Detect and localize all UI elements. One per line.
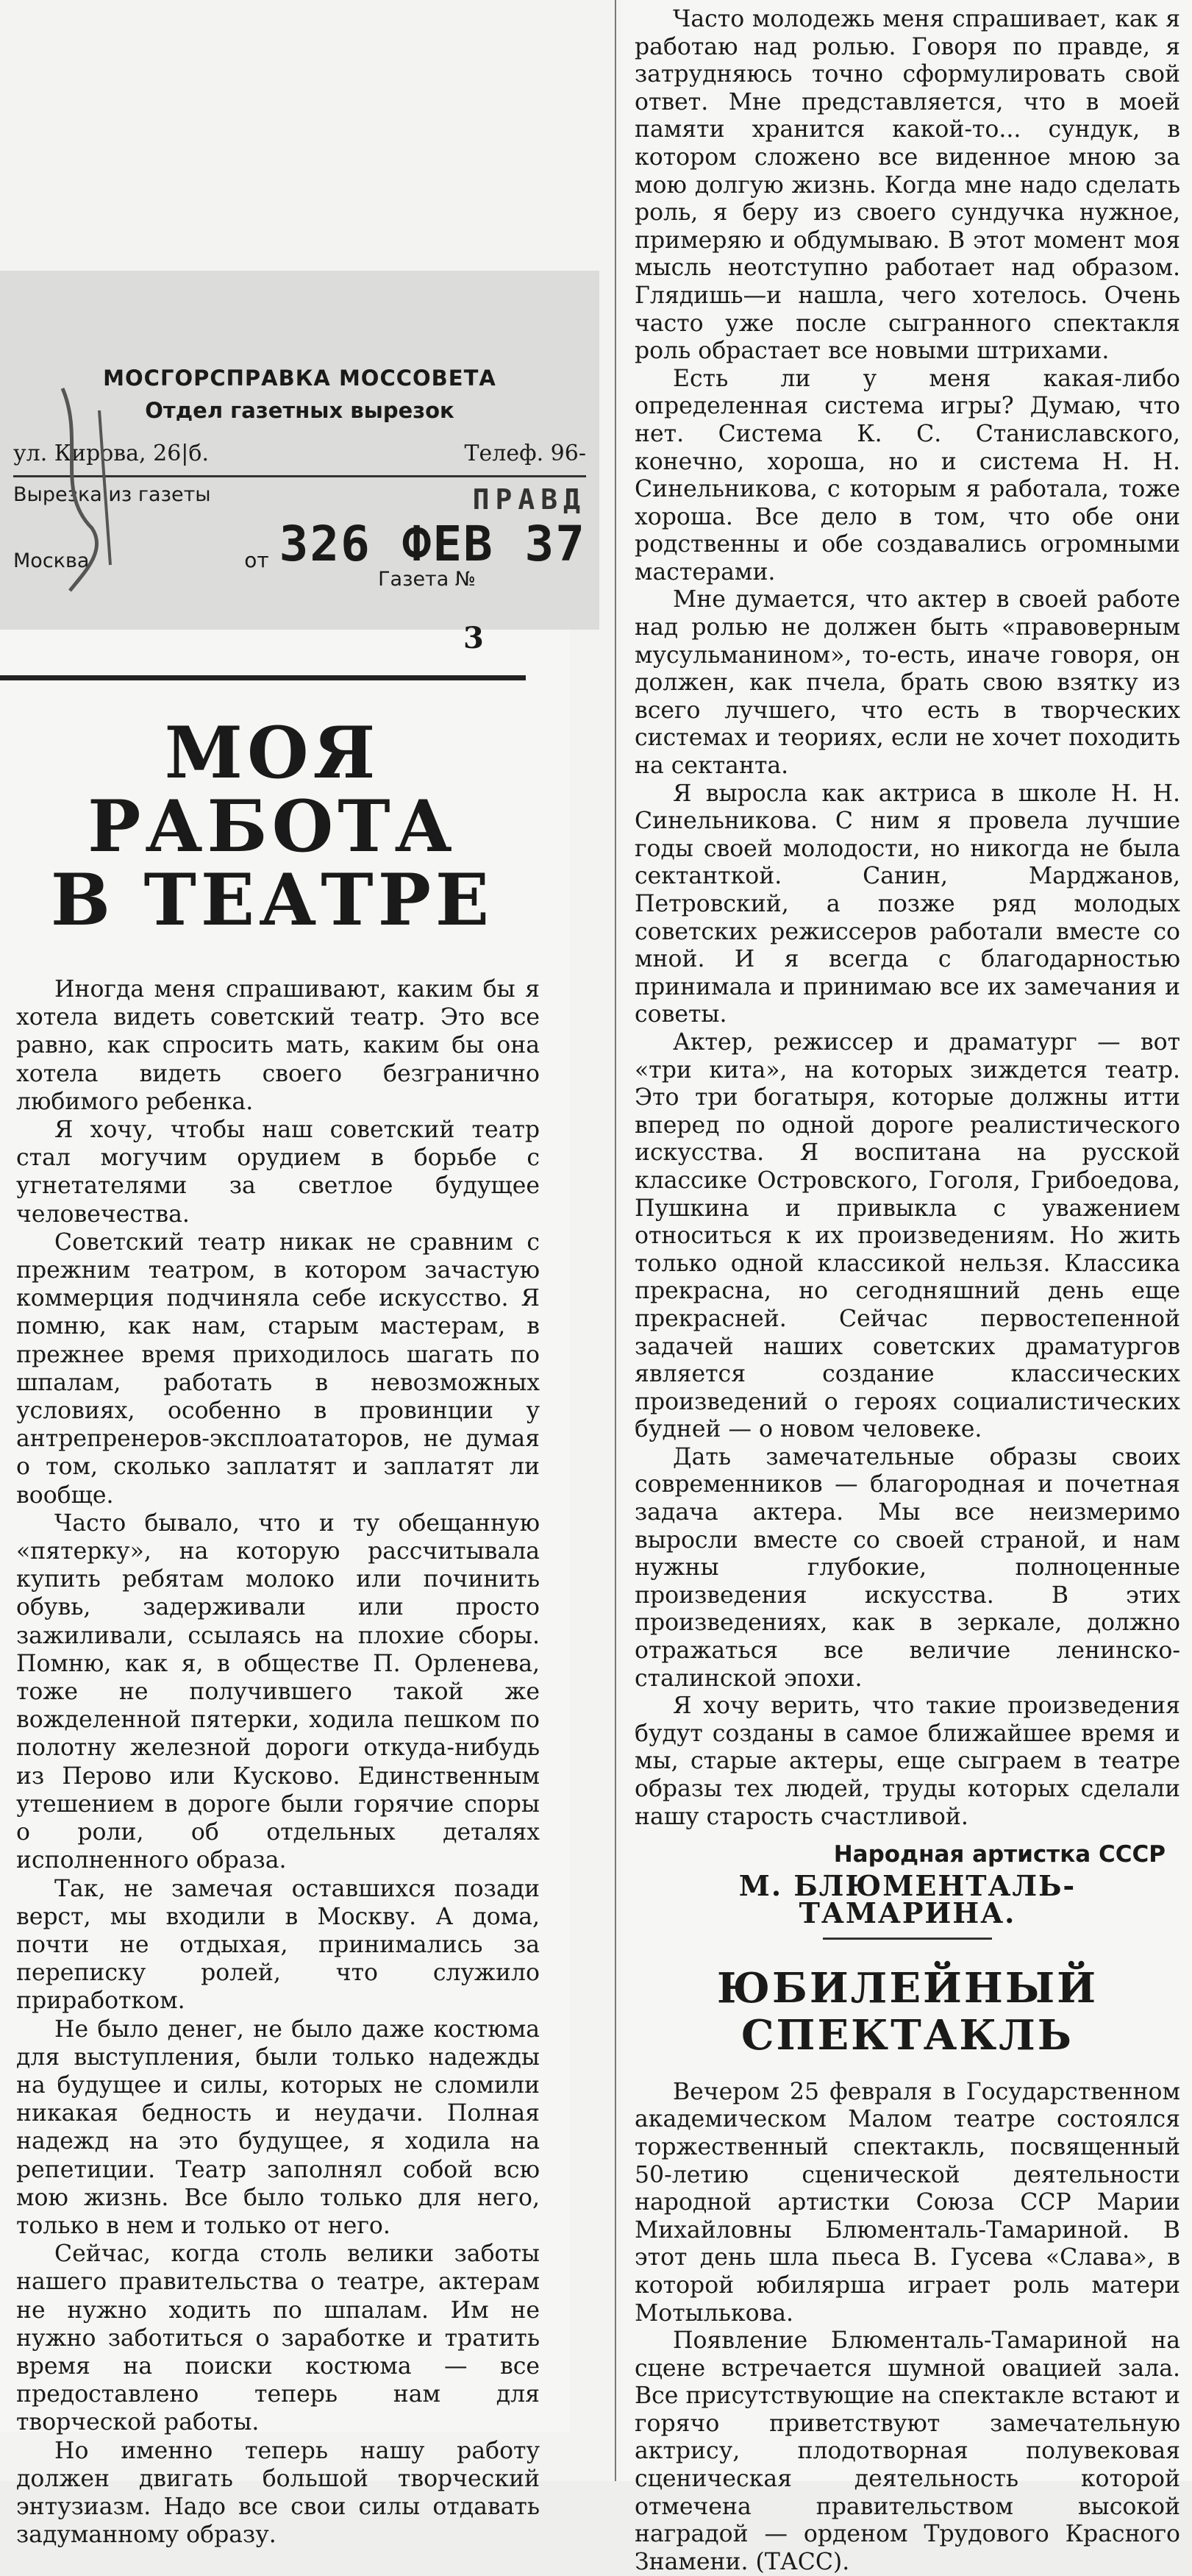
headline-line: В ТЕАТРЕ [50,858,494,942]
stamp-dept: Отдел газетных вырезок [145,398,454,423]
headline-line: РАБОТА [88,784,457,868]
paragraph: Вечером 25 февраля в Государственном академическом Малом театре состоялся торжественный спектакль, посвященный 50-летию сценической деятельности народной артистки Союза ССР Марии Михайловны Блюменталь-Тамариной. В этот день шла пьеса В. Гусева «Слава», в которой юбилярша играет роль матери Мотылькова. [635,2078,1180,2327]
stamp-phone: Телеф. 96- [464,441,586,466]
signature-name: М. БЛЮМЕНТАЛЬ-ТАМАРИНА. [738,1868,1077,1930]
paragraph: Я хочу верить, что такие произведения будут созданы в самое ближайшее время и мы, старые актеры, еще сыграем в театре образы тех людей, труды которых сделали нашу старость счастливой. [635,1693,1180,1830]
paragraph: Я выросла как актриса в школе Н. Н. Синельникова. С ним я провела лучшие годы своей молодости, но никогда не была сектанткой. Санин, Марджанов, Петровский, а позже ряд молодых советских режиссеров работали вместе со мной. И я всегда с благодарностью принимала и принимаю все их замечания и советы. [635,780,1180,1028]
article-body-left [16,975,540,2549]
paragraph: Появление Блюменталь-Тамариной на сцене встречается шумной овацией зала. Все присутствующие на спектакле встают и горячо приветствуют замечательную актрису, плодотворная полувековая сценическая деятельность которой отмечена правительством высокой наградой — орденом Трудового Красного Знамени. (ТАСС). [635,2327,1180,2575]
top-rule [0,675,526,680]
paragraph: Так, не замечая оставшихся позади верст, мы входили в Москву. А дома, почти не отдыхая, принимались за переписку ролей, что служило приработком. [16,1875,540,2015]
archive-stamp [0,271,599,630]
stamp-date: 326 ФЕВ 37 [279,516,586,572]
stamp-address: ул. Кирова, 26|б. [13,441,209,466]
paragraph: Дать замечательные образы своих современников — благородная и почетная задача актера. Мы все неизмеримо выросли вместе со своей страной, и нам нужны глубокие, полноценные произведения искусства. В этих произведениях, как в зеркале, должно отражаться все величие ленинско-сталинской эпохи. [635,1443,1180,1692]
right-column-clip [621,0,1192,2575]
paragraph: Актер, режиссер и драматург — вот «три кита», на которых зиждется театр. Это три богатыря, которые должны итти вперед по одной дороге реалистического искусства. Я воспитана на русской классике Островского, Гоголя, Грибоедова, Пушкина и привыкла с уважением относиться к их произведениям. Но жить только одной классикой нельзя. Классика прекрасна, но сегодняшний день еще прекрасней. Сейчас первостепенной задачей наших советских драматургов является создание классических произведений о героях социалистических будней — о новом человеке. [635,1028,1180,1443]
second-article-headline [635,1965,1180,2060]
paragraph: Часто бывало, что и ту обещанную «пятерку», на которую рассчитывала купить ребятам молоко или починить обувь, задерживали или просто зажиливали, ссылаясь на плохие сборы. Помню, как я, в обществе П. Орленева, тоже не получившего такой же вожделенной пятерки, ходила пешком по полотну железной дороги откуда-нибудь из Перово или Кусково. Единственным утешением в дороге были горячие споры о роли, об отдельных деталях исполненного образа. [16,1509,540,1874]
stamp-clip-label: Вырезка из газеты [13,483,211,506]
page-number: 3 [463,621,484,655]
signature-title: Народная артистка СССР [833,1841,1166,1868]
article-headline [0,711,544,942]
stamp-gazeta-no: Газета № [378,568,476,591]
paragraph: Иногда меня спрашивают, каким бы я хотела видеть советский театр. Это все равно, как спросить мать, каким бы она хотела видеть своего безгранично любимого ребенка. [16,976,540,1115]
paragraph: Но именно теперь нашу работу должен двигать большой творческий энтузиазм. Надо все свои силы отдавать задуманному образу. [16,2437,540,2549]
stamp-ot: от [244,548,269,572]
headline-line: СПЕКТАКЛЬ [740,2011,1074,2060]
left-column-clip [0,621,570,2549]
headline-line: ЮБИЛЕЙНЫЙ [716,1963,1099,2013]
signature-rule [823,1938,992,1940]
paragraph: Сейчас, когда столь велики заботы нашего правительства о театре, актерам не нужно ходить по шпалам. Им не нужно заботиться о заработке и тратить время на поиски костюма — все предоставлено теперь нам для творческой работы. [16,2241,540,2436]
headline-line: МОЯ [164,711,380,794]
stamp-org: МОСГОРСПРАВКА МОССОВЕТА [103,366,496,391]
paragraph: Часто молодежь меня спрашивает, как я работаю над ролью. Говоря по правде, я затрудняюсь точно сформулировать свой ответ. Мне представляется, что в моей памяти хранится какой-то... сундук, в котором сложено все виденное мною за мою долгую жизнь. Когда мне надо сделать роль, я беру из своего сундучка нужное, примеряю и обдумываю. В этот момент моя мысль неотступно работает над образом. Глядишь—и нашла, чего хотелось. Очень часто уже после сыгранного спектакля роль обрастает все новыми штрихами. [635,6,1180,365]
paragraph: Мне думается, что актер в своей работе над ролью не должен быть «правоверным мусульманином», то-есть, иначе говоря, он должен, как пчела, брать свою взятку из всего лучшего, что есть в творческих системах и теориях, если не хочет походить на сектанта. [635,586,1180,780]
column-separator [615,0,616,2481]
article-body-right [635,6,1180,2576]
handwritten-mark-icon [40,381,129,594]
paragraph: Я хочу, чтобы наш советский театр стал могучим орудием в борьбе с угнетателями за светлое будущее человечества. [16,1117,540,1228]
paragraph: Советский театр никак не сравним с прежним театром, в котором зачастую коммерция подчиняла себе искусство. Я помню, как нам, старым мастерам, в прежнее время приходилось шагать по шпалам, работать в невозможных условиях, особенно в провинции у антрепренеров-эксплоататоров, не думая о том, сколько заплатят и заплатят ли вообще. [16,1228,540,1509]
paragraph: Есть ли у меня какая-либо определенная система игры? Думаю, что нет. Система К. С. Станиславского, конечно, хороша, но и система Н. Н. Синельникова, с которым я работала, тоже хороша. Все дело в том, что обе они родственны и обе создавались огромными мастерами. [635,365,1180,586]
stamp-paper-name: ПРАВД [472,483,586,516]
stamp-city: Москва [13,549,90,572]
paragraph: Не было денег, не было даже костюма для выступления, были только надежды на будущее и силы, которых не сломили никакая бедность и неудачи. Полная надежд на это будущее, я ходила на репетиции. Театр заполнял собой всю мою жизнь. Все было только для него, только в нем и только от него. [16,2015,540,2239]
